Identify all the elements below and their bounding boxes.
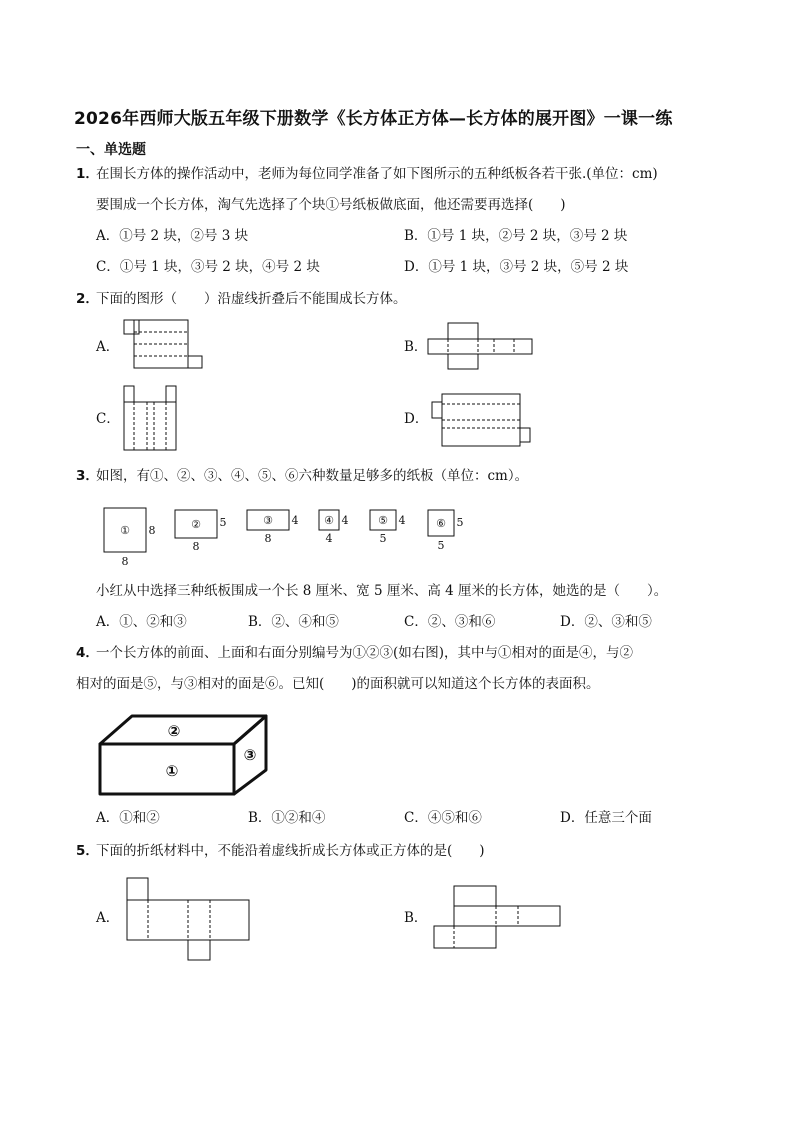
q4-number: 4．	[76, 645, 99, 661]
q3-option-b[interactable]: B．②、④和⑤	[248, 614, 339, 630]
q2-text: 下面的图形（ ）沿虚线折叠后不能围成长方体。	[96, 291, 407, 307]
q4-option-c[interactable]: C．④⑤和⑥	[404, 810, 482, 826]
face-front-label: ①	[165, 762, 179, 780]
q3-option-c[interactable]: C．②、③和⑥	[404, 614, 496, 630]
board-4-height: 4	[341, 514, 349, 527]
board-5-height: 4	[398, 514, 406, 527]
face-right-label: ③	[243, 746, 257, 764]
board-3-id: ③	[263, 514, 273, 527]
q2-option-d[interactable]: D．	[404, 411, 429, 427]
q5-text: 下面的折纸材料中，不能沿着虚线折成长方体或正方体的是( )	[96, 843, 485, 859]
q4-option-b[interactable]: B．①②和④	[248, 810, 326, 826]
board-5-width: 5	[379, 532, 387, 545]
board-2-height: 5	[219, 516, 227, 529]
board-1-id: ①	[120, 524, 130, 537]
section-heading: 一、单选题	[76, 142, 146, 158]
board-6-height: 5	[456, 516, 464, 529]
q4-text-line1: 一个长方体的前面、上面和右面分别编号为①②③(如右图)，其中与①相对的面是④，与②	[96, 645, 634, 661]
q4-option-d[interactable]: D．任意三个面	[560, 810, 652, 826]
q5-net-b-figure	[432, 882, 564, 952]
q3-option-d[interactable]: D．②、③和⑤	[560, 614, 652, 630]
q5-option-b[interactable]: B．	[404, 910, 428, 926]
q5-net-a-figure	[124, 876, 254, 966]
q2-option-c[interactable]: C．	[96, 411, 120, 427]
q3-text2: 小红从中选择三种纸板围成一个长 8 厘米、宽 5 厘米、高 4 厘米的长方体，她选的是（ ）。	[96, 583, 668, 599]
q1-text-line1: 在围长方体的操作活动中，老师为每位同学准备了如下图所示的五种纸板各若干张.(单位：cm)	[96, 166, 658, 182]
board-1-height: 8	[148, 524, 156, 537]
q4-cuboid-figure	[96, 712, 276, 798]
q2-net-c-figure	[120, 384, 180, 454]
board-3-height: 4	[291, 514, 299, 527]
board-4-id: ④	[324, 514, 334, 527]
q1-option-c[interactable]: C．①号 1 块，③号 2 块，④号 2 块	[96, 259, 320, 275]
q1-option-d[interactable]: D．①号 1 块，③号 2 块，⑤号 2 块	[404, 259, 629, 275]
q1-option-a[interactable]: A．①号 2 块，②号 3 块	[96, 228, 249, 244]
page-title: 2026年西师大版五年级下册数学《长方体正方体—长方体的展开图》一课一练	[74, 109, 673, 129]
board-4-width: 4	[325, 532, 333, 545]
q2-net-a-figure	[120, 318, 210, 374]
q1-option-b[interactable]: B．①号 1 块，②号 2 块，③号 2 块	[404, 228, 628, 244]
q2-option-b[interactable]: B．	[404, 339, 428, 355]
board-1-width: 8	[121, 555, 129, 568]
q2-option-a[interactable]: A．	[96, 339, 120, 355]
q3-boards-figure	[100, 504, 480, 568]
q5-option-a[interactable]: A．	[96, 910, 120, 926]
q1-text-line2: 要围成一个长方体，淘气先选择了个块①号纸板做底面，他还需要再选择( )	[96, 197, 566, 213]
board-2-id: ②	[191, 518, 201, 531]
q2-net-b-figure	[428, 322, 538, 372]
board-6-id: ⑥	[436, 517, 446, 530]
q2-net-d-figure	[428, 392, 538, 450]
q4-text-line2: 相对的面是⑤，与③相对的面是⑥。已知( )的面积就可以知道这个长方体的表面积。	[76, 676, 600, 692]
q5-number: 5．	[76, 843, 99, 859]
q3-number: 3．	[76, 468, 99, 484]
board-5-id: ⑤	[378, 514, 388, 527]
q1-number: 1．	[76, 166, 99, 182]
q2-number: 2．	[76, 291, 99, 307]
q3-text: 如图，有①、②、③、④、⑤、⑥六种数量足够多的纸板（单位：cm）。	[96, 468, 529, 484]
q4-option-a[interactable]: A．①和②	[96, 810, 160, 826]
board-6-width: 5	[437, 539, 445, 552]
q3-option-a[interactable]: A．①、②和③	[96, 614, 187, 630]
face-top-label: ②	[167, 722, 181, 740]
board-3-width: 8	[264, 532, 272, 545]
board-2-width: 8	[192, 540, 200, 553]
